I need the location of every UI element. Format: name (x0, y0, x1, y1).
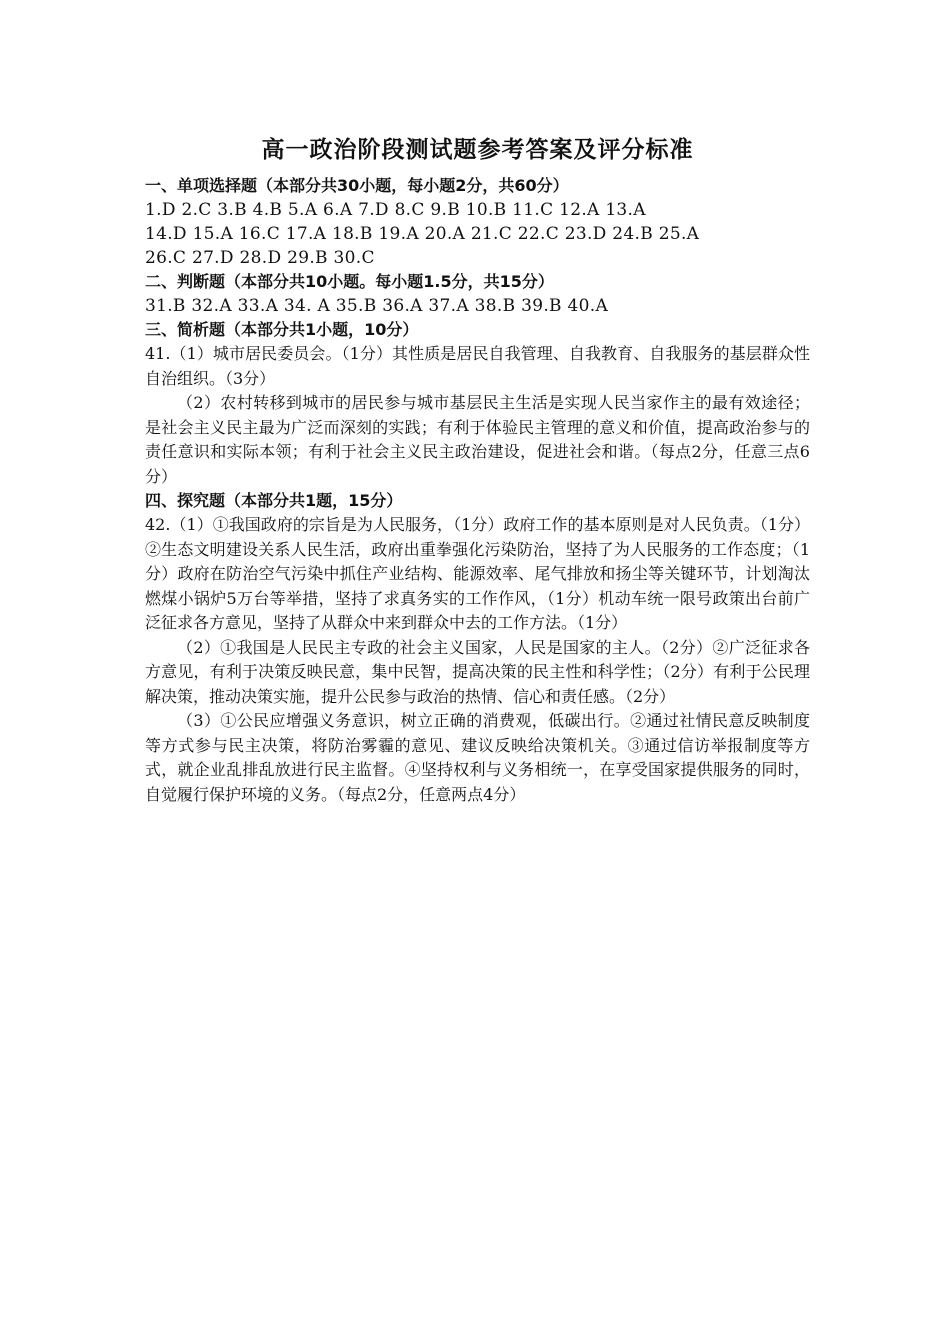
page-title: 高一政治阶段测试题参考答案及评分标准 (261, 137, 694, 163)
answer-document (145, 132, 810, 807)
answer-paragraph: （2）①我国是人民民主专政的社会主义国家，人民是国家的主人。（2分）②广泛征求各方意见，有利于决策反映民意，集中民智，提高决策的民主性和科学性；（2分）有利于公民理解决策，推动决策实施，提升公民参与政治的热情、信心和责任感。（2分） (145, 637, 810, 706)
section-heading-choice: 一、单项选择题（本部分共30小题，每小题2分，共60分） (145, 176, 569, 195)
answer-line: 1.D 2.C 3.B 4.B 5.A 6.A 7.D 8.C 9.B 10.B 11.C 12.A 13.A (145, 200, 646, 220)
answer-paragraph: 41.（1）城市居民委员会。（1分）其性质是居民自我管理、自我教育、自我服务的基层群众性自治组织。（3分） (145, 344, 810, 388)
answer-line: 31.B 32.A 33.A 34. A 35.B 36.A 37.A 38.B 39.B 40.A (145, 296, 609, 316)
section-heading-inquiry: 四、探究题（本部分共1题，15分） (145, 491, 403, 510)
answer-line: 14.D 15.A 16.C 17.A 18.B 19.A 20.A 21.C 22.C 23.D 24.B 25.A (145, 224, 700, 244)
answer-paragraph: （3）①公民应增强义务意识，树立正确的消费观，低碳出行。②通过社情民意反映制度等方式参与民主决策，将防治雾霾的意见、建议反映给决策机关。③通过信访举报制度等方式，就企业乱排乱放进行民主监督。④坚持权利与义务相统一，在享受国家提供服务的同时，自觉履行保护环境的义务。（每点2分，任意两点4分） (145, 711, 810, 804)
section-heading-analysis: 三、简析题（本部分共1小题，10分） (145, 320, 419, 339)
section-heading-judgement: 二、判断题（本部分共10小题。每小题1.5分，共15分） (145, 272, 554, 291)
answer-line: 26.C 27.D 28.D 29.B 30.C (145, 248, 375, 268)
answer-paragraph: （2）农村转移到城市的居民参与城市基层民主生活是实现人民当家作主的最有效途径；是社会主义民主最为广泛而深刻的实践；有利于体验民主管理的意义和价值，提高政治参与的责任意识和实际本领；有利于社会主义民主政治建设，促进社会和谐。（每点2分，任意三点6分） (145, 393, 810, 486)
answer-paragraph: 42.（1）①我国政府的宗旨是为人民服务，（1分）政府工作的基本原则是对人民负责。（1分）②生态文明建设关系人民生活，政府出重拳强化污染防治，坚持了为人民服务的工作态度；（1分）政府在防治空气污染中抓住产业结构、能源效率、尾气排放和扬尘等关键环节，计划淘汰燃煤小锅炉5万台等举措，坚持了求真务实的工作作风，（1分）机动车统一限号政策出台前广泛征求各方意见，坚持了从群众中来到群众中去的工作方法。（1分） (145, 515, 810, 632)
